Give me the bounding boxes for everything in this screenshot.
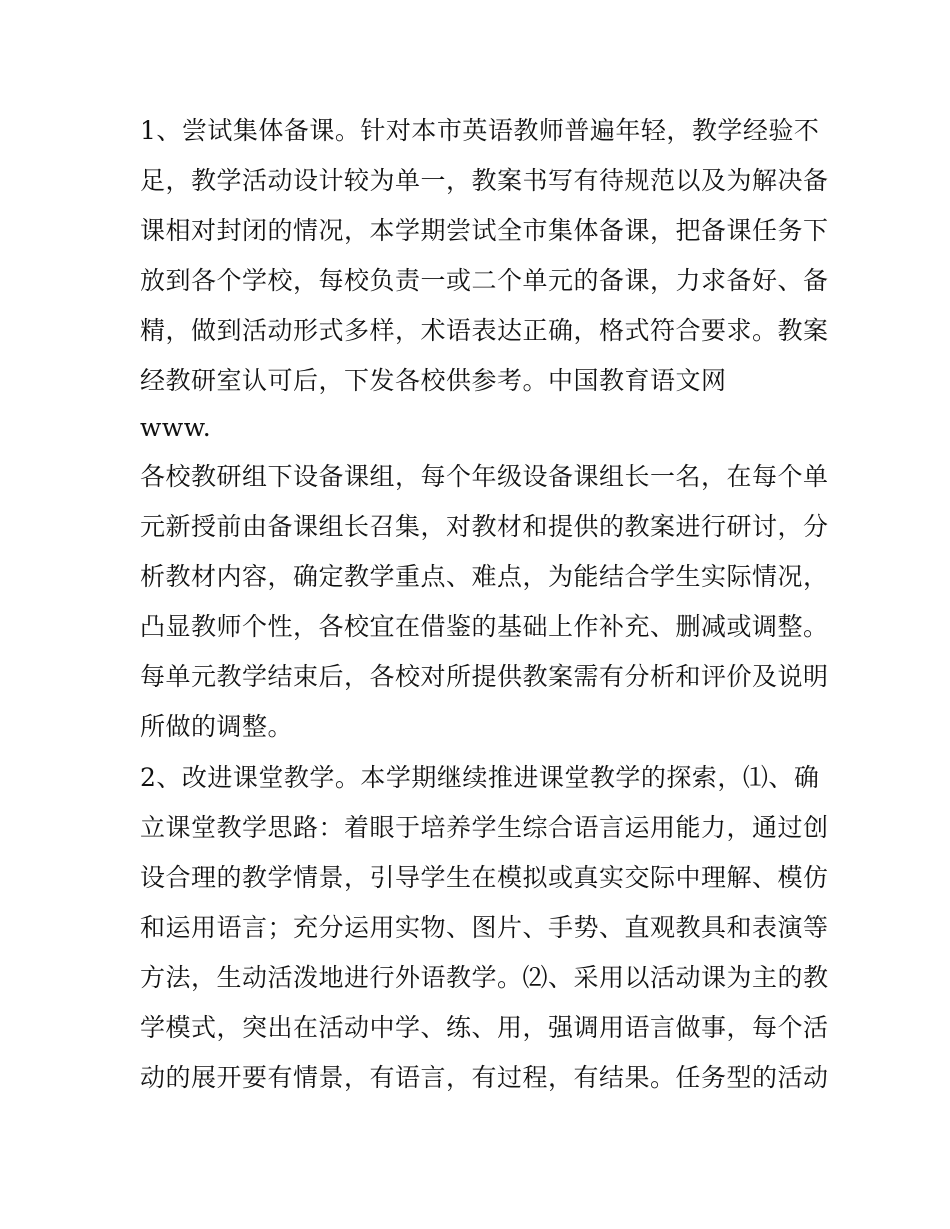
text-line: 足，教学活动设计较为单一，教案书写有待规范以及为解决备 bbox=[140, 166, 829, 195]
text-line: 动的展开要有情景，有语言，有过程，有结果。任务型的活动 bbox=[140, 1063, 829, 1092]
text-line: 元新授前由备课组长召集，对教材和提供的教案进行研讨，分 bbox=[140, 512, 829, 541]
text-line: 立课堂教学思路：着眼于培养学生综合语言运用能力，通过创 bbox=[140, 813, 829, 842]
text-line: 所做的调整。 bbox=[140, 712, 294, 741]
text-line: 各校教研组下设备课组，每个年级设备课组长一名，在每个单 bbox=[140, 462, 829, 491]
text-line: 2、改进课堂教学。本学期继续推进课堂教学的探索，⑴、确 bbox=[140, 763, 820, 792]
text-line: 和运用语言；充分运用实物、图片、手势、直观教具和表演等 bbox=[140, 913, 829, 942]
text-line: 方法，生动活泼地进行外语教学。⑵、采用以活动课为主的教 bbox=[140, 963, 829, 992]
text-line: 放到各个学校，每校负责一或二个单元的备课，力求备好、备 bbox=[140, 266, 829, 295]
text-line: 经教研室认可后，下发各校供参考。中国教育语文网 bbox=[140, 366, 727, 395]
text-line: www. bbox=[140, 413, 212, 442]
text-line: 设合理的教学情景，引导学生在模拟或真实交际中理解、模仿 bbox=[140, 863, 829, 892]
text-line: 每单元教学结束后，各校对所提供教案需有分析和评价及说明 bbox=[140, 662, 829, 691]
text-line: 1、尝试集体备课。针对本市英语教师普遍年轻，教学经验不 bbox=[140, 116, 820, 145]
text-line: 学模式，突出在活动中学、练、用，强调用语言做事，每个活 bbox=[140, 1013, 829, 1042]
text-line: 课相对封闭的情况，本学期尝试全市集体备课，把备课任务下 bbox=[140, 216, 829, 245]
text-line: 析教材内容，确定教学重点、难点，为能结合学生实际情况， bbox=[140, 562, 829, 591]
text-line: 凸显教师个性，各校宜在借鉴的基础上作补充、删减或调整。 bbox=[140, 612, 829, 641]
text-line: 精，做到活动形式多样，术语表达正确，格式符合要求。教案 bbox=[140, 316, 829, 345]
